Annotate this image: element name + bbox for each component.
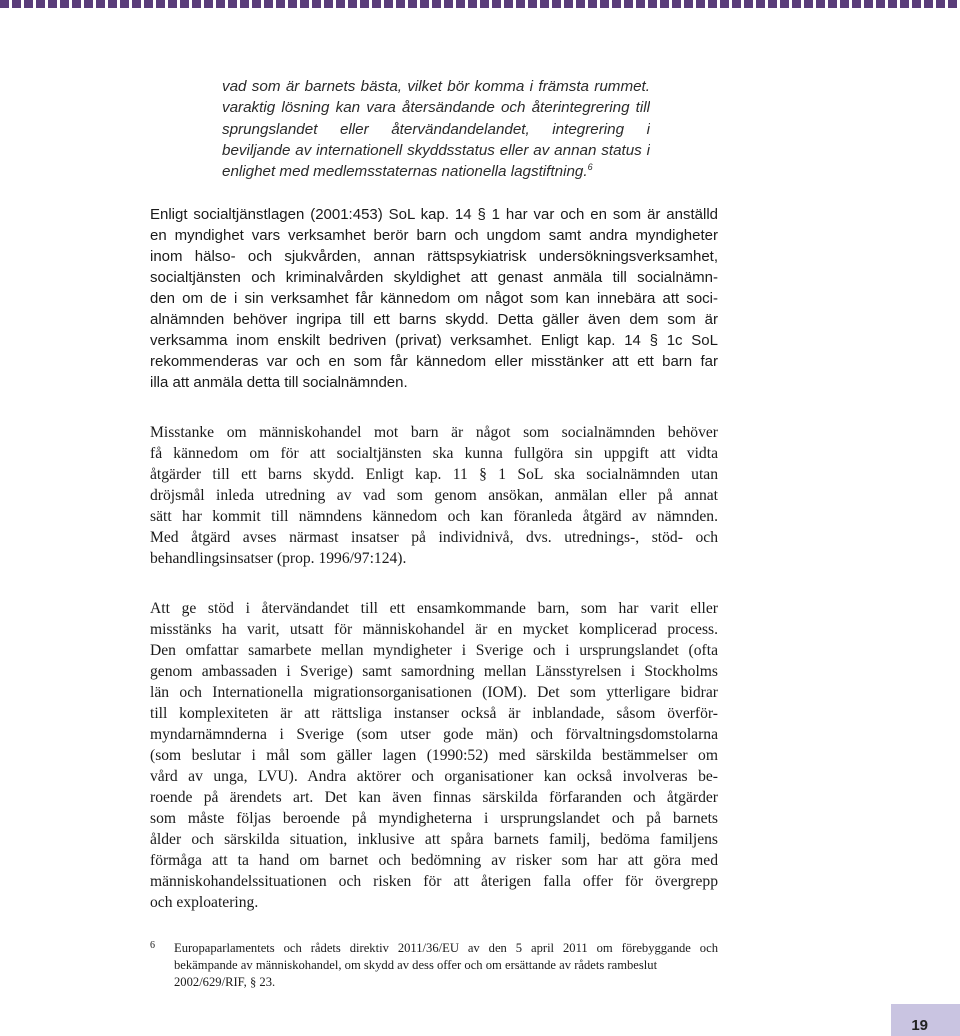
paragraph-line: till komplexiteten är att rättsliga instanser också är inblandade, såsom överför-	[150, 705, 718, 722]
footnote-text	[174, 940, 718, 991]
paragraph-line: ålder och särskilda situation, inklusive att spåra barnets familj, bedöma familjens	[150, 831, 718, 848]
paragraph-line: en myndighet vars verksamhet berör barn och ungdom samt andra myndigheter	[150, 227, 718, 244]
paragraph-line: socialtjänsten och kriminalvården skyldighet att genast anmäla till socialnämn-	[150, 269, 718, 286]
paragraph-line: Misstanke om människohandel mot barn är något som socialnämnden behöver	[150, 424, 718, 441]
paragraph-line: vård av unga, LVU). Andra aktörer och organisationer kan också involveras be-	[150, 768, 718, 785]
paragraph-atervandande	[150, 598, 718, 913]
paragraph-line: förmåga att ta hand om barnet och bedömning av risker som har att göra med	[150, 852, 718, 869]
paragraph-line: roende på ärendets art. Det kan även finnas särskilda förfaranden och åtgärder	[150, 789, 718, 806]
paragraph-line: genom ambassaden i Sverige) samt samordning mellan Länsstyrelsen i Stockholms	[150, 663, 718, 680]
quote-line: vad som är barnets bästa, vilket bör komma i främsta rummet.	[222, 78, 650, 95]
paragraph-line: Den omfattar samarbete mellan myndigheter i Sverige och i ursprungslandet (ofta	[150, 642, 718, 659]
paragraph-line: misstänks ha varit, utsatt för människohandel är en mycket komplicerad process.	[150, 621, 718, 638]
paragraph-socialtjanstlagen	[150, 204, 718, 393]
paragraph-line: människohandelssituationen och risken för att återigen falla offer för övergrepp	[150, 873, 718, 890]
paragraph-line: och exploatering.	[150, 894, 259, 911]
paragraph-line: få kännedom om för att socialtjänsten ska kunna fullgöra sin uppgift att vidta	[150, 445, 718, 462]
paragraph-line: den om de i sin verksamhet får kännedom om något som kan innebära att soci-	[150, 290, 718, 307]
footnote-number: 6	[150, 940, 155, 951]
top-decorative-border	[0, 0, 960, 8]
paragraph-line: verksamma inom enskilt bedriven (privat) verksamhet. Enligt kap. 14 § 1c SoL	[150, 332, 718, 349]
quote-line: enlighet med medlemsstaternas nationella lagstiftning.	[222, 163, 588, 181]
paragraph-line: Med åtgärd avses närmast insatser på individnivå, dvs. utrednings-, stöd- och	[150, 529, 718, 546]
paragraph-line: sätt har kommit till nämndens kännedom och kan föranleda åtgärd av nämnden.	[150, 508, 718, 525]
page-number: 19	[911, 1017, 928, 1034]
paragraph-line: myndarnämnderna i Sverige (som utser gode män) och förvaltningsdomstolarna	[150, 726, 718, 743]
paragraph-line: (som beslutar i mål som gäller lagen (1990:52) med särskilda bestämmelser om	[150, 747, 718, 764]
paragraph-line: alnämnden behöver ingripa till ett barns skydd. Detta gäller även dem som är	[150, 311, 718, 328]
quote-line: sprungslandet eller återvändandelandet, integrering i	[222, 120, 650, 138]
page-number-tab	[891, 1004, 960, 1036]
paragraph-line: behandlingsinsatser (prop. 1996/97:124).	[150, 550, 407, 567]
paragraph-line: illa att anmäla detta till socialnämnden.	[150, 374, 408, 391]
footnote-reference: 6	[587, 162, 593, 173]
paragraph-line: inom hälso- och sjukvården, annan rättspsykiatrisk undersökningsverksamhet,	[150, 248, 718, 265]
paragraph-line: åtgärder till ett barns skydd. Enligt kap. 11 § 1 SoL ska socialnämnden utan	[150, 466, 718, 483]
quote-line: varaktig lösning kan vara återsändande och återintegrering till	[222, 99, 650, 117]
paragraph-misstanke	[150, 422, 718, 569]
footnote-line: Europaparlamentets och rådets direktiv 2011/36/EU av den 5 april 2011 om förebyggande och	[174, 941, 718, 955]
paragraph-line: som måste följas beroende på myndigheterna i ursprungslandet och på barnets	[150, 810, 718, 827]
paragraph-line: län och Internationella migrationsorganisationen (IOM). Det som ytterligare bidrar	[150, 684, 718, 701]
paragraph-line: dröjsmål inleda utredning av vad som genom ansökan, anmälan eller på annat	[150, 487, 718, 504]
quote-block	[222, 76, 650, 182]
footnote-line: 2002/629/RIF, § 23.	[174, 975, 276, 989]
paragraph-line: Att ge stöd i återvändandet till ett ensamkommande barn, som har varit eller	[150, 600, 718, 617]
quote-last-line	[222, 161, 650, 182]
footnote-line: bekämpande av människohandel, om skydd av dess offer och om ersättande av rådets rambeslut	[174, 958, 658, 972]
paragraph-line: rekommenderas var och en som får kännedom eller misstänker att ett barn far	[150, 353, 718, 370]
quote-line: beviljande av internationell skyddsstatus eller av annan status i	[222, 141, 650, 159]
paragraph-line: Enligt socialtjänstlagen (2001:453) SoL kap. 14 § 1 har var och en som är anställd	[150, 206, 718, 223]
